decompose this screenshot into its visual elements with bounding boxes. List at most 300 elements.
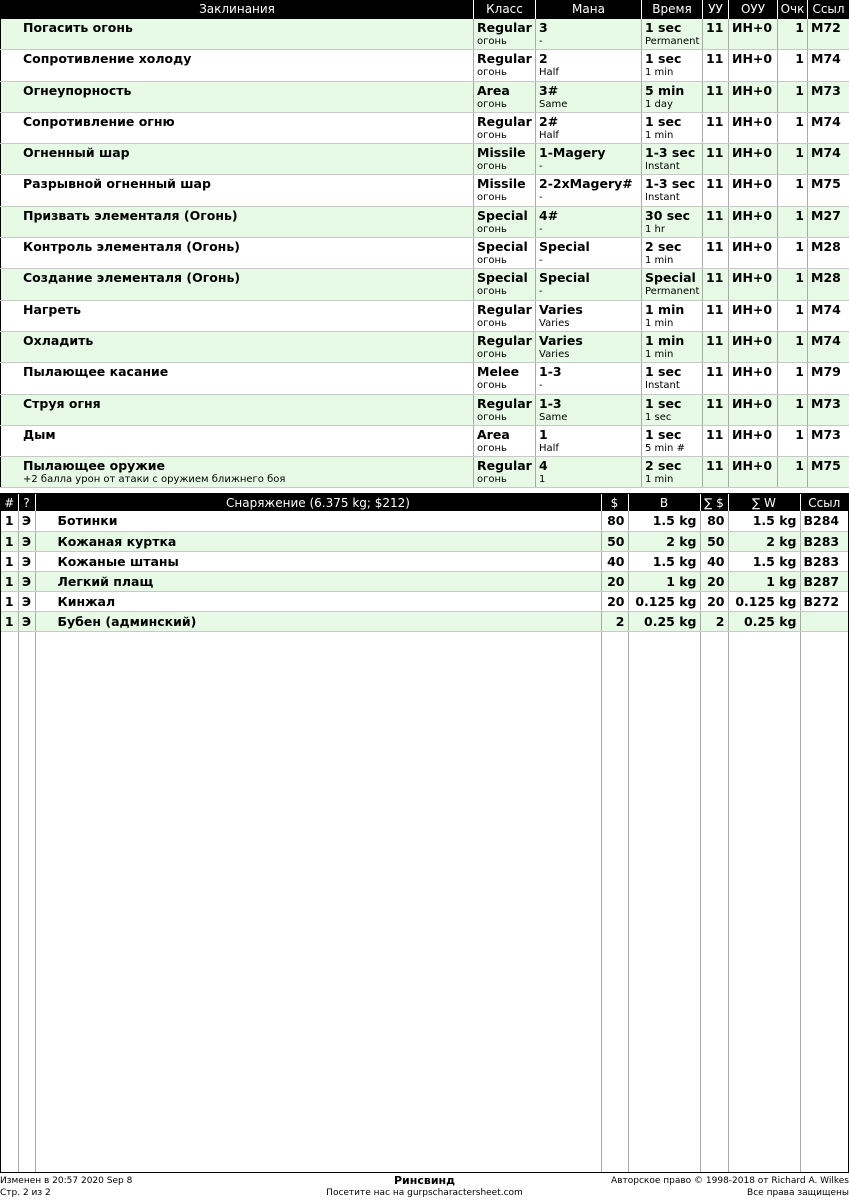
spell-mana-cell (536, 112, 642, 143)
spell-row[interactable] (1, 238, 849, 269)
spell-rsl-cell (729, 331, 778, 362)
spell-ref[interactable]: M74 (811, 145, 841, 161)
spell-time-cell (642, 300, 703, 331)
spell-duration: Instant (645, 380, 680, 392)
spell-college: огонь (477, 98, 507, 110)
spell-rsl: ИН+0 (732, 426, 773, 442)
spell-time: 2 sec (645, 458, 682, 474)
spell-row[interactable] (1, 50, 849, 81)
spell-mana-cell (536, 81, 642, 112)
equipment-state[interactable]: Э (18, 511, 35, 531)
spell-ref[interactable]: M75 (811, 458, 841, 474)
spell-maintain: Half (539, 129, 559, 141)
equipment-weight: 1.5 kg (628, 511, 700, 531)
spell-row[interactable] (1, 144, 849, 175)
spell-time: 5 min (645, 82, 685, 98)
spells-header-rsl[interactable]: ОУУ (729, 1, 778, 19)
modified-date: Изменен в 20:57 2020 Sep 8 (0, 1176, 133, 1186)
spell-class: Area (477, 82, 510, 98)
equipment-table (1, 494, 848, 1173)
spell-ref[interactable]: M74 (811, 301, 841, 317)
spell-duration: Instant (645, 161, 680, 173)
spell-time: 1 sec (645, 19, 682, 35)
spell-maintain: Varies (539, 317, 570, 329)
spell-college: огонь (477, 474, 507, 486)
spell-college: огонь (477, 255, 507, 267)
spells-header-ref[interactable]: Ссыл (808, 1, 849, 19)
equipment-state[interactable]: Э (18, 571, 35, 591)
equipment-name: Кожаная куртка (35, 531, 601, 551)
spell-duration: Permanent (645, 286, 700, 298)
spell-points: 1 (795, 364, 804, 380)
spell-rsl-cell (729, 206, 778, 237)
spell-ref[interactable]: M73 (811, 395, 841, 411)
spell-maintain: - (539, 192, 543, 204)
spell-rsl-cell (729, 81, 778, 112)
spells-header-row (1, 1, 849, 19)
spell-ref-cell[interactable] (808, 50, 849, 81)
spell-ref[interactable]: M28 (811, 239, 841, 255)
spell-ref-cell[interactable] (808, 457, 849, 488)
spell-points-cell (778, 363, 808, 394)
spell-duration: 5 min # (645, 442, 685, 454)
spell-mana-cell (536, 457, 642, 488)
spell-class: Regular (477, 113, 532, 129)
spell-ref-cell[interactable] (808, 81, 849, 112)
spell-ref[interactable]: M73 (811, 426, 841, 442)
spell-name: Разрывной огненный шар (23, 176, 211, 192)
spell-name-cell (1, 457, 474, 488)
spell-ref-cell[interactable] (808, 300, 849, 331)
spell-class: Special (477, 207, 528, 223)
spell-time-cell (642, 363, 703, 394)
spell-row[interactable] (1, 175, 849, 206)
equipment-state[interactable]: Э (18, 551, 35, 571)
spell-maintain: - (539, 255, 543, 267)
spell-name: Призвать элементаля (Огонь) (23, 207, 238, 223)
equipment-qty[interactable]: 1 (1, 591, 18, 611)
spell-ref-cell[interactable] (808, 144, 849, 175)
spell-ref[interactable]: M79 (811, 364, 841, 380)
spell-points-cell (778, 50, 808, 81)
spell-ref[interactable]: M73 (811, 82, 841, 98)
spell-level-cell (703, 206, 729, 237)
spells-header-points[interactable]: Очк (778, 1, 808, 19)
spell-ref[interactable]: M74 (811, 332, 841, 348)
equipment-weight: 1.5 kg (628, 551, 700, 571)
spell-level: 11 (706, 301, 724, 317)
spell-row[interactable] (1, 81, 849, 112)
spell-college: огонь (477, 161, 507, 173)
equipment-header-name[interactable]: Снаряжение (6.375 kg; $212) (35, 494, 601, 511)
spell-college: огонь (477, 129, 507, 141)
spell-points-cell (778, 331, 808, 362)
spell-mana-cell (536, 331, 642, 362)
spell-name-cell (1, 206, 474, 237)
spell-mana: 4# (539, 207, 559, 223)
equipment-ref[interactable]: B283 (800, 551, 848, 571)
spell-mana-cell (536, 50, 642, 81)
spell-class: Regular (477, 395, 532, 411)
spell-class-cell (474, 206, 536, 237)
spell-row[interactable] (1, 269, 849, 300)
spell-mana-cell (536, 425, 642, 456)
spell-college: огонь (477, 348, 507, 360)
spell-row[interactable] (1, 331, 849, 362)
spell-points-cell (778, 300, 808, 331)
spell-class-cell (474, 175, 536, 206)
spell-ref[interactable]: M27 (811, 207, 841, 223)
equipment-qty[interactable]: 1 (1, 611, 18, 631)
spell-name-cell (1, 19, 474, 50)
spell-rsl: ИН+0 (732, 458, 773, 474)
spell-name-cell (1, 425, 474, 456)
spell-name-cell (1, 144, 474, 175)
equipment-qty[interactable]: 1 (1, 551, 18, 571)
equipment-ref[interactable]: B283 (800, 531, 848, 551)
spell-ref-cell[interactable] (808, 19, 849, 50)
spell-time-cell (642, 331, 703, 362)
spell-class: Missile (477, 145, 526, 161)
equipment-ext-weight: 0.125 kg (728, 591, 800, 611)
equipment-empty-cell (628, 631, 700, 1173)
spell-points: 1 (795, 270, 804, 286)
spell-rsl: ИН+0 (732, 51, 773, 67)
spell-ref-cell[interactable] (808, 269, 849, 300)
equipment-state[interactable]: Э (18, 591, 35, 611)
spell-time: 1 min (645, 332, 685, 348)
spell-name-cell (1, 238, 474, 269)
spell-class-cell (474, 144, 536, 175)
spell-time-cell (642, 50, 703, 81)
equipment-row[interactable] (1, 531, 848, 551)
spell-name: Сопротивление огню (23, 113, 175, 129)
spell-maintain: - (539, 35, 543, 47)
spell-mana-cell (536, 363, 642, 394)
rights-reserved: Все права защищены (747, 1188, 849, 1198)
spell-time: 1 sec (645, 113, 682, 129)
spell-ref[interactable]: M74 (811, 51, 841, 67)
spell-rsl-cell (729, 50, 778, 81)
spell-class: Special (477, 239, 528, 255)
spell-time: 1 sec (645, 395, 682, 411)
spell-ref-cell[interactable] (808, 331, 849, 362)
spell-points: 1 (795, 458, 804, 474)
spell-points: 1 (795, 301, 804, 317)
spell-row[interactable] (1, 425, 849, 456)
spell-rsl: ИН+0 (732, 113, 773, 129)
spell-ref[interactable]: M74 (811, 113, 841, 129)
spell-name-cell (1, 363, 474, 394)
equipment-weight: 0.125 kg (628, 591, 700, 611)
spell-class-cell (474, 112, 536, 143)
equipment-empty-cell (800, 631, 848, 1173)
spell-time: 1 min (645, 301, 685, 317)
spell-class-cell (474, 81, 536, 112)
spell-mana-cell (536, 269, 642, 300)
spell-mana: Varies (539, 332, 583, 348)
spell-mana: Special (539, 270, 590, 286)
spell-college: огонь (477, 411, 507, 423)
spell-duration: Permanent (645, 35, 700, 47)
equipment-ref[interactable]: B272 (800, 591, 848, 611)
spell-ref[interactable]: M28 (811, 270, 841, 286)
spell-time: 1 sec (645, 364, 682, 380)
spell-name-cell (1, 269, 474, 300)
spell-mana-cell (536, 394, 642, 425)
spell-mana-cell (536, 206, 642, 237)
equipment-header-weight[interactable]: В (628, 494, 700, 511)
spell-ref-cell[interactable] (808, 363, 849, 394)
spell-mana: 1-Magery (539, 145, 606, 161)
equipment-header-qty[interactable]: # (1, 494, 18, 511)
equipment-header-ext-weight[interactable]: ∑ W (728, 494, 800, 511)
spell-maintain: 1 (539, 474, 546, 486)
equipment-ext-cost: 50 (700, 531, 728, 551)
spell-time-cell (642, 206, 703, 237)
equipment-ref[interactable]: B287 (800, 571, 848, 591)
equipment-row[interactable] (1, 611, 848, 631)
spell-class: Regular (477, 332, 532, 348)
spell-level-cell (703, 81, 729, 112)
spell-mana-cell (536, 238, 642, 269)
spell-class-cell (474, 300, 536, 331)
equipment-state[interactable]: Э (18, 531, 35, 551)
spell-level: 11 (706, 458, 724, 474)
spell-time-cell (642, 238, 703, 269)
spell-points-cell (778, 112, 808, 143)
spell-rsl: ИН+0 (732, 176, 773, 192)
spell-points-cell (778, 457, 808, 488)
spell-level: 11 (706, 270, 724, 286)
spell-rsl: ИН+0 (732, 364, 773, 380)
spell-duration: 1 min (645, 317, 674, 329)
spell-maintain: Same (539, 98, 568, 110)
spell-class-cell (474, 269, 536, 300)
spell-class-cell (474, 425, 536, 456)
equipment-empty-cell (1, 631, 18, 1173)
spell-ref-cell[interactable] (808, 238, 849, 269)
spell-row[interactable] (1, 394, 849, 425)
spell-rsl-cell (729, 425, 778, 456)
equipment-ext-weight: 1.5 kg (728, 551, 800, 571)
spell-points: 1 (795, 426, 804, 442)
equipment-cost: 80 (601, 511, 628, 531)
equipment-header-ref[interactable]: Ссыл (800, 494, 848, 511)
spell-ref-cell[interactable] (808, 112, 849, 143)
spell-mana: 2# (539, 113, 559, 129)
spell-mana: 1-3 (539, 364, 562, 380)
equipment-header-row (1, 494, 848, 511)
spell-points: 1 (795, 19, 804, 35)
spell-ref-cell[interactable] (808, 394, 849, 425)
spell-level-cell (703, 331, 729, 362)
spell-rsl-cell (729, 175, 778, 206)
spell-points-cell (778, 19, 808, 50)
equipment-qty[interactable]: 1 (1, 571, 18, 591)
spell-name: Пылающее касание (23, 364, 169, 380)
character-name: Ринсвинд (393, 1174, 456, 1187)
spell-row[interactable] (1, 206, 849, 237)
spell-mana: Varies (539, 301, 583, 317)
equipment-empty-cell (35, 631, 601, 1173)
page-footer (0, 1175, 849, 1200)
spells-header-time[interactable]: Время (642, 1, 703, 19)
spell-level-cell (703, 19, 729, 50)
spell-points-cell (778, 394, 808, 425)
spell-class-cell (474, 238, 536, 269)
equipment-ref[interactable] (800, 611, 848, 631)
spell-time: 30 sec (645, 207, 691, 223)
spell-duration: Instant (645, 192, 680, 204)
spell-points-cell (778, 81, 808, 112)
spell-maintain: - (539, 161, 543, 173)
equipment-row[interactable] (1, 511, 848, 531)
spell-level-cell (703, 144, 729, 175)
spell-name-cell (1, 394, 474, 425)
equipment-empty-cell (18, 631, 35, 1173)
equipment-name: Бубен (админский) (35, 611, 601, 631)
spell-name: Создание элементаля (Огонь) (23, 270, 241, 286)
equipment-name: Легкий плащ (35, 571, 601, 591)
spell-class: Missile (477, 176, 526, 192)
spell-rsl: ИН+0 (732, 145, 773, 161)
equipment-row[interactable] (1, 571, 848, 591)
spell-mana: Special (539, 239, 590, 255)
spell-maintain: - (539, 380, 543, 392)
equipment-name: Кинжал (35, 591, 601, 611)
spell-mana: 1-3 (539, 395, 562, 411)
spells-header-name[interactable]: Заклинания (1, 1, 474, 19)
spell-points: 1 (795, 51, 804, 67)
spell-name: Нагреть (23, 301, 82, 317)
spell-points-cell (778, 238, 808, 269)
spell-ref[interactable]: M72 (811, 19, 841, 35)
spell-name: Контроль элементаля (Огонь) (23, 239, 240, 255)
spell-name-cell (1, 331, 474, 362)
equipment-cost: 50 (601, 531, 628, 551)
spell-time: 1-3 sec (645, 145, 696, 161)
spell-rsl-cell (729, 144, 778, 175)
spell-duration: 1 day (645, 98, 673, 110)
equipment-ext-cost: 20 (700, 571, 728, 591)
spell-points-cell (778, 175, 808, 206)
spell-name-cell (1, 300, 474, 331)
spell-duration: 1 min (645, 129, 674, 141)
spell-duration: 1 min (645, 67, 674, 79)
spells-header-class[interactable]: Класс (474, 1, 536, 19)
spell-level: 11 (706, 364, 724, 380)
spell-level: 11 (706, 426, 724, 442)
spell-row[interactable] (1, 457, 849, 488)
spell-class: Regular (477, 458, 532, 474)
spell-level-cell (703, 175, 729, 206)
spell-points: 1 (795, 395, 804, 411)
equipment-ref[interactable]: B284 (800, 511, 848, 531)
spell-points-cell (778, 206, 808, 237)
spell-college: огонь (477, 442, 507, 454)
spell-name: Огнеупорность (23, 82, 132, 98)
spell-class: Regular (477, 19, 532, 35)
spell-ref[interactable]: M75 (811, 176, 841, 192)
equipment-row[interactable] (1, 591, 848, 611)
spell-level: 11 (706, 51, 724, 67)
equipment-row[interactable] (1, 551, 848, 571)
spell-ref-cell[interactable] (808, 425, 849, 456)
spell-level-cell (703, 425, 729, 456)
spell-time-cell (642, 425, 703, 456)
spell-name-cell (1, 112, 474, 143)
spell-row[interactable] (1, 19, 849, 50)
spell-name-cell (1, 50, 474, 81)
spell-level-cell (703, 50, 729, 81)
equipment-header-ext-cost[interactable]: ∑ $ (700, 494, 728, 511)
spell-row[interactable] (1, 112, 849, 143)
equipment-ext-weight: 2 kg (728, 531, 800, 551)
spell-class-cell (474, 331, 536, 362)
equipment-cost: 2 (601, 611, 628, 631)
spell-rsl: ИН+0 (732, 82, 773, 98)
spell-college: огонь (477, 192, 507, 204)
spell-level-cell (703, 112, 729, 143)
spell-level: 11 (706, 176, 724, 192)
spell-name-cell (1, 81, 474, 112)
spell-note: +2 балла урон от атаки с оружием ближнего боя (23, 474, 286, 486)
spell-points: 1 (795, 239, 804, 255)
spell-row[interactable] (1, 363, 849, 394)
spells-header-mana[interactable]: Мана (536, 1, 642, 19)
spell-level-cell (703, 363, 729, 394)
equipment-header-cost[interactable]: $ (601, 494, 628, 511)
equipment-qty[interactable]: 1 (1, 531, 18, 551)
equipment-qty[interactable]: 1 (1, 511, 18, 531)
equipment-ext-cost: 20 (700, 591, 728, 611)
spell-class-cell (474, 457, 536, 488)
spell-time: 2 sec (645, 239, 682, 255)
equipment-ext-weight: 1.5 kg (728, 511, 800, 531)
spell-maintain: - (539, 286, 543, 298)
page-number: Стр. 2 из 2 (0, 1188, 51, 1198)
equipment-ext-weight: 0.25 kg (728, 611, 800, 631)
spell-maintain: Varies (539, 348, 570, 360)
spell-duration: 1 hr (645, 223, 665, 235)
spell-ref-cell[interactable] (808, 206, 849, 237)
spell-rsl: ИН+0 (732, 301, 773, 317)
spell-time-cell (642, 144, 703, 175)
spells-header-level[interactable]: УУ (703, 1, 729, 19)
spell-mana-cell (536, 300, 642, 331)
spell-time-cell (642, 269, 703, 300)
spell-row[interactable] (1, 300, 849, 331)
spell-level-cell (703, 394, 729, 425)
spell-name: Погасить огонь (23, 19, 133, 35)
spell-points-cell (778, 425, 808, 456)
spells-table (0, 0, 849, 488)
spell-maintain: Half (539, 442, 559, 454)
spell-mana-cell (536, 144, 642, 175)
spell-rsl: ИН+0 (732, 19, 773, 35)
spell-college: огонь (477, 317, 507, 329)
spell-ref-cell[interactable] (808, 175, 849, 206)
spell-time: 1-3 sec (645, 176, 696, 192)
spell-rsl-cell (729, 300, 778, 331)
spell-duration: 1 min (645, 474, 674, 486)
spell-class-cell (474, 19, 536, 50)
equipment-header-state[interactable]: ? (18, 494, 35, 511)
spell-class: Melee (477, 364, 520, 380)
website-link[interactable]: Посетите нас на gurpscharactersheet.com (326, 1188, 523, 1198)
equipment-state[interactable]: Э (18, 611, 35, 631)
